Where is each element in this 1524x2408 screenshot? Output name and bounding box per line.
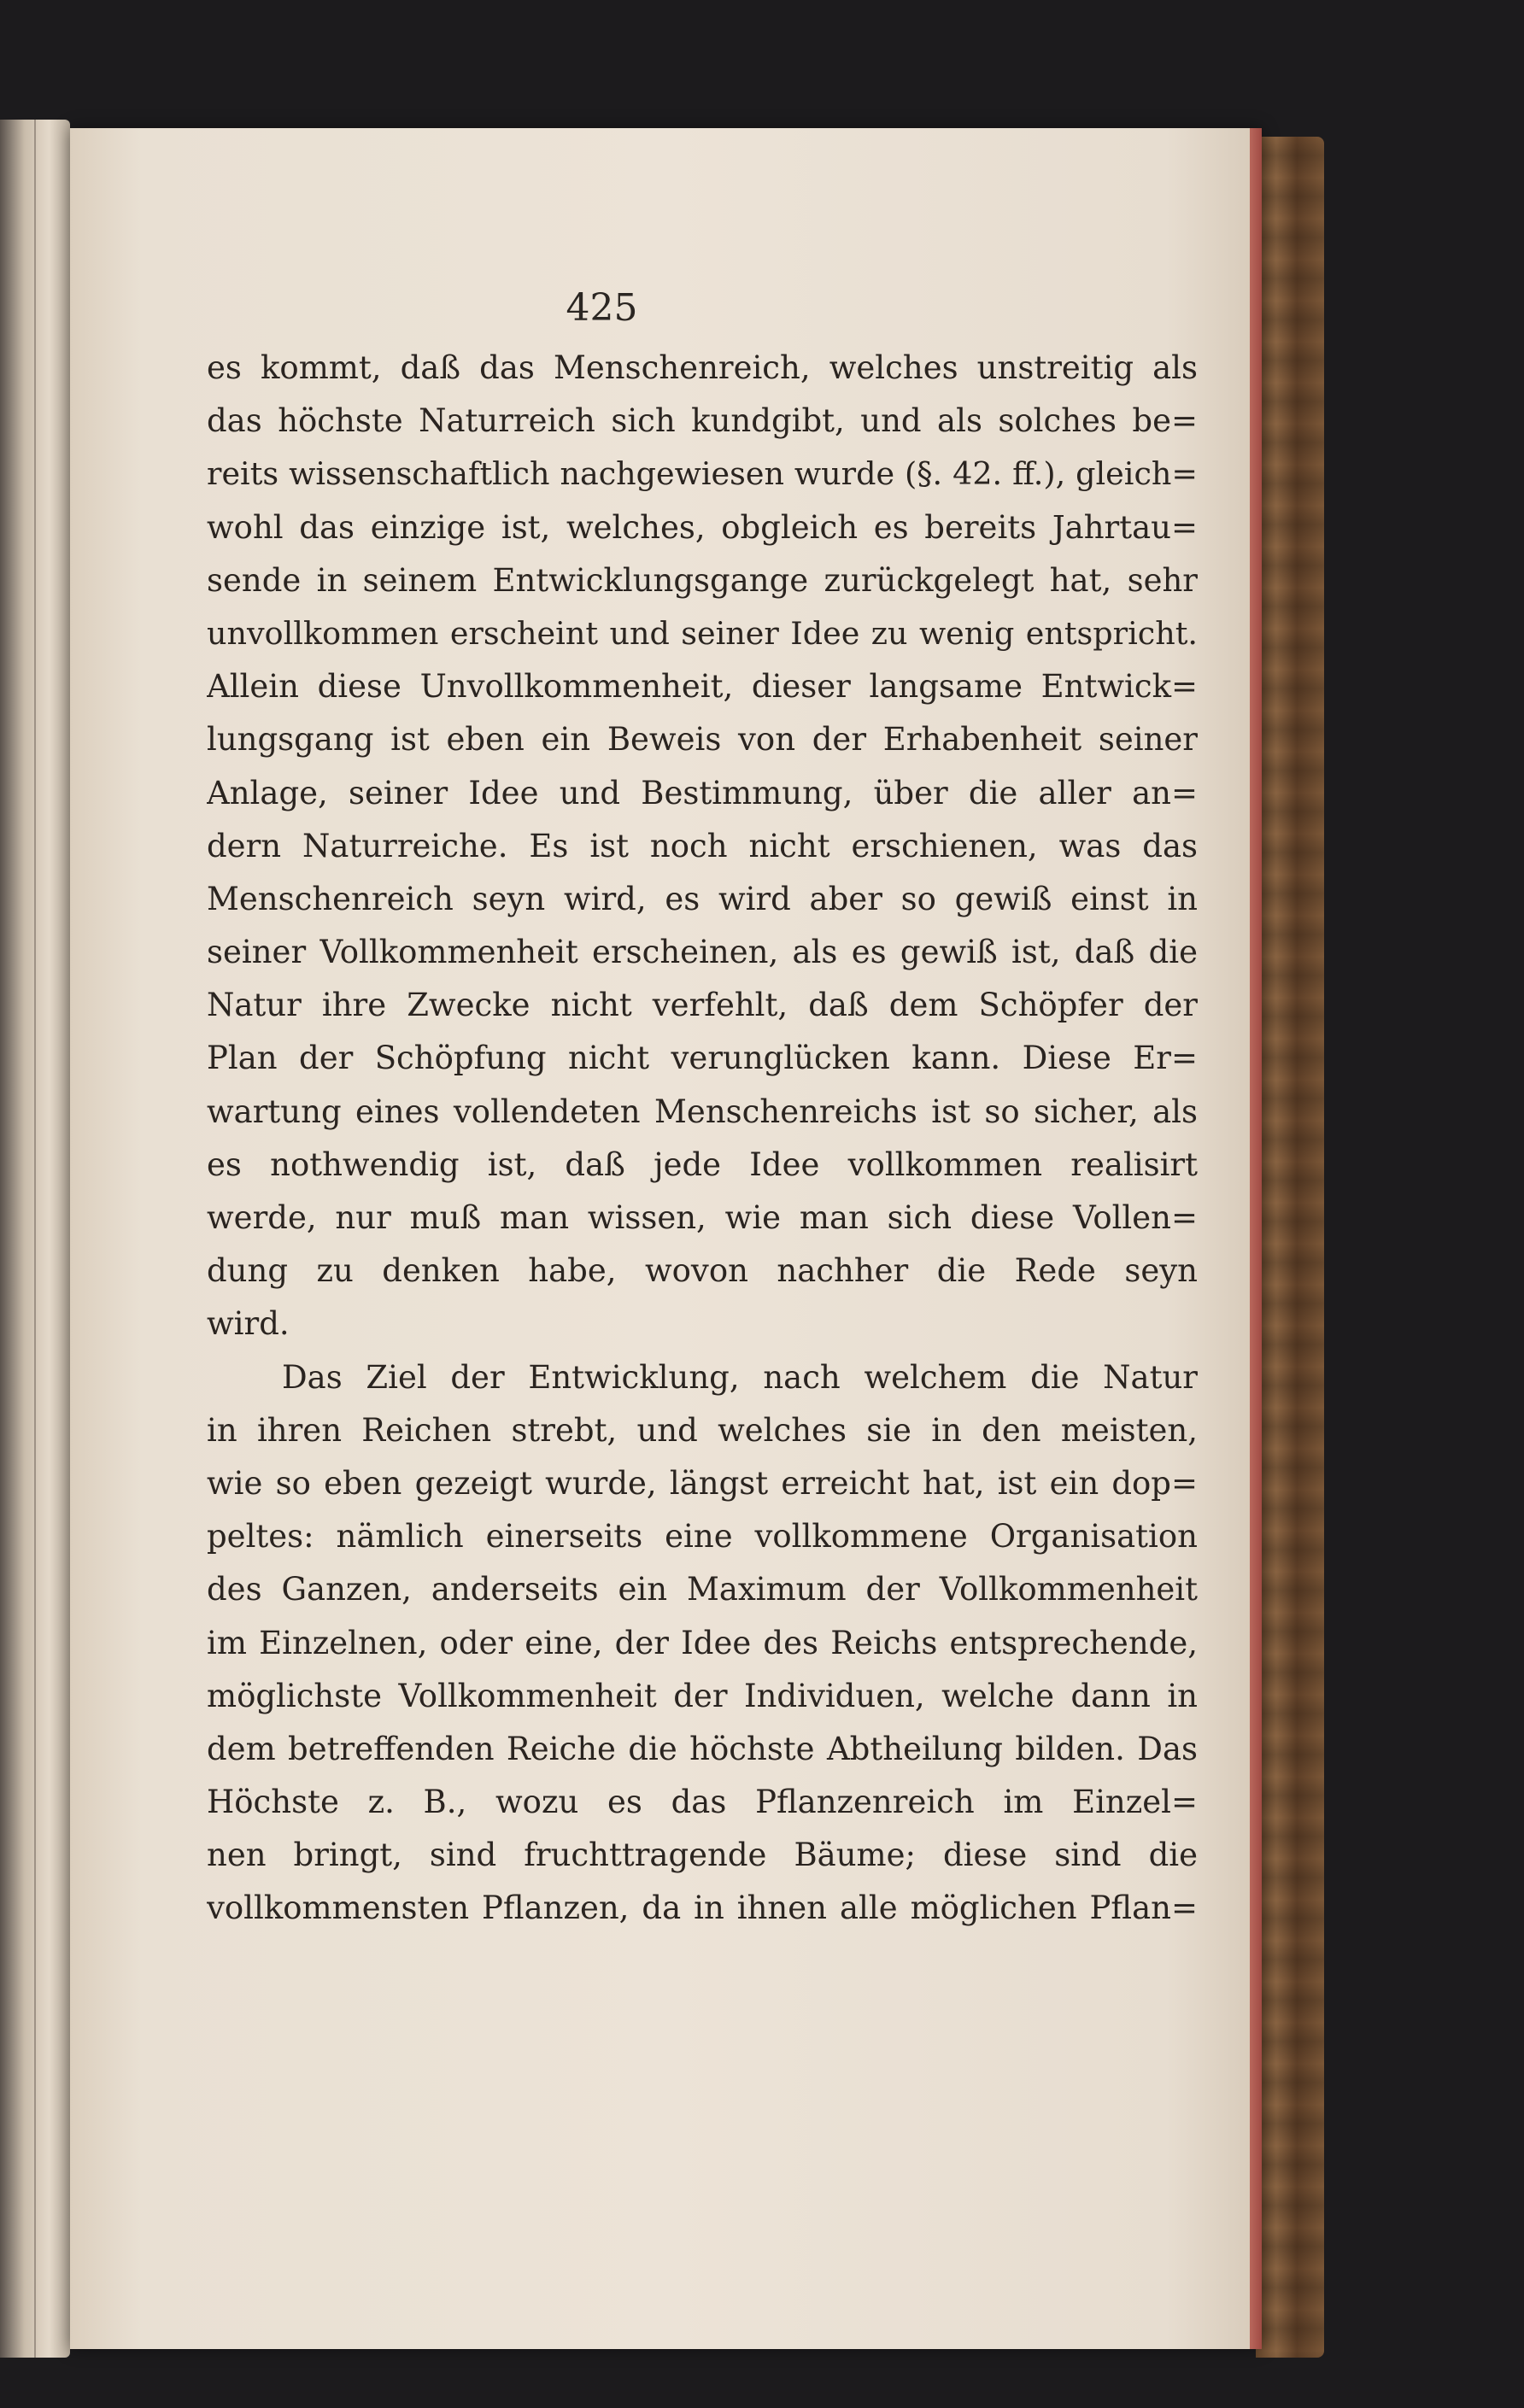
text-line: wird. (207, 1305, 290, 1343)
text-line: es kommt, daß das Menschenreich, welches unstreitig als (207, 349, 1198, 386)
text-line: seiner Vollkommenheit erscheinen, als es gewiß ist, daß die (207, 934, 1198, 971)
text-line: Menschenreich seyn wird, es wird aber so gewiß einst in (207, 880, 1198, 917)
text-line: dern Naturreiche. Es ist noch nicht erschienen, was das (207, 827, 1198, 864)
text-line: peltes: nämlich einerseits eine vollkommene Organisation (207, 1518, 1198, 1556)
text-line: wohl das einzige ist, welches, obgleich es bereits Jahrtau= (207, 508, 1198, 546)
text-line: vollkommensten Pflanzen, da in ihnen alle möglichen Pflan= (207, 1889, 1198, 1927)
text-line: reits wissenschaftlich nachgewiesen wurde (§. 42. ff.), gleich= (207, 455, 1198, 493)
text-line: lungsgang ist eben ein Beweis von der Erhabenheit seiner (207, 721, 1198, 759)
text-line: Anlage, seiner Idee und Bestimmung, über die aller an= (207, 774, 1198, 811)
text-line: das höchste Naturreich sich kundgibt, und als solches be= (207, 402, 1198, 440)
text-line: wartung eines vollendeten Menschenreichs ist so sicher, als (207, 1093, 1198, 1130)
text-line: sende in seinem Entwicklungsgange zurückgelegt hat, sehr (207, 561, 1198, 599)
text-line: des Ganzen, anderseits ein Maximum der Vollkommenheit (207, 1571, 1198, 1608)
text-line: in ihren Reichen strebt, und welches sie in den meisten, (207, 1411, 1198, 1449)
text-line: möglichste Vollkommenheit der Individuen, welche dann in (207, 1677, 1198, 1714)
text-line: nen bringt, sind fruchttragende Bäume; diese sind die (207, 1837, 1198, 1874)
red-page-edge (1250, 128, 1262, 2349)
text-line: Höchste z. B., wozu es das Pflanzenreich im Einzel= (207, 1784, 1198, 1821)
text-line: Natur ihre Zwecke nicht verfehlt, daß dem Schöpfer der (207, 987, 1198, 1024)
book-cover-edge (1256, 137, 1324, 2358)
text-line: dung zu denken habe, wovon nachher die Rede seyn (207, 1252, 1198, 1290)
text-line: es nothwendig ist, daß jede Idee vollkommen realisirt (207, 1145, 1198, 1183)
text-line: im Einzelnen, oder eine, der Idee des Reichs entsprechende, (207, 1624, 1198, 1661)
body-text (207, 342, 1198, 1936)
text-line: Das Ziel der Entwicklung, nach welchem die Natur (282, 1358, 1198, 1396)
text-line: werde, nur muß man wissen, wie man sich diese Vollen= (207, 1199, 1198, 1236)
page-number: 425 (566, 286, 638, 330)
text-line: Plan der Schöpfung nicht verunglücken kann. Diese Er= (207, 1040, 1198, 1077)
text-line: Allein diese Unvollkommenheit, dieser langsame Entwick= (207, 668, 1198, 706)
book-page (70, 128, 1262, 2349)
text-line: dem betreffenden Reiche die höchste Abtheilung bilden. Das (207, 1730, 1198, 1767)
text-line: wie so eben gezeigt wurde, längst erreicht hat, ist ein dop= (207, 1464, 1198, 1502)
left-page-edge (0, 120, 70, 2358)
text-line: unvollkommen erscheint und seiner Idee zu wenig entspricht. (207, 614, 1198, 652)
